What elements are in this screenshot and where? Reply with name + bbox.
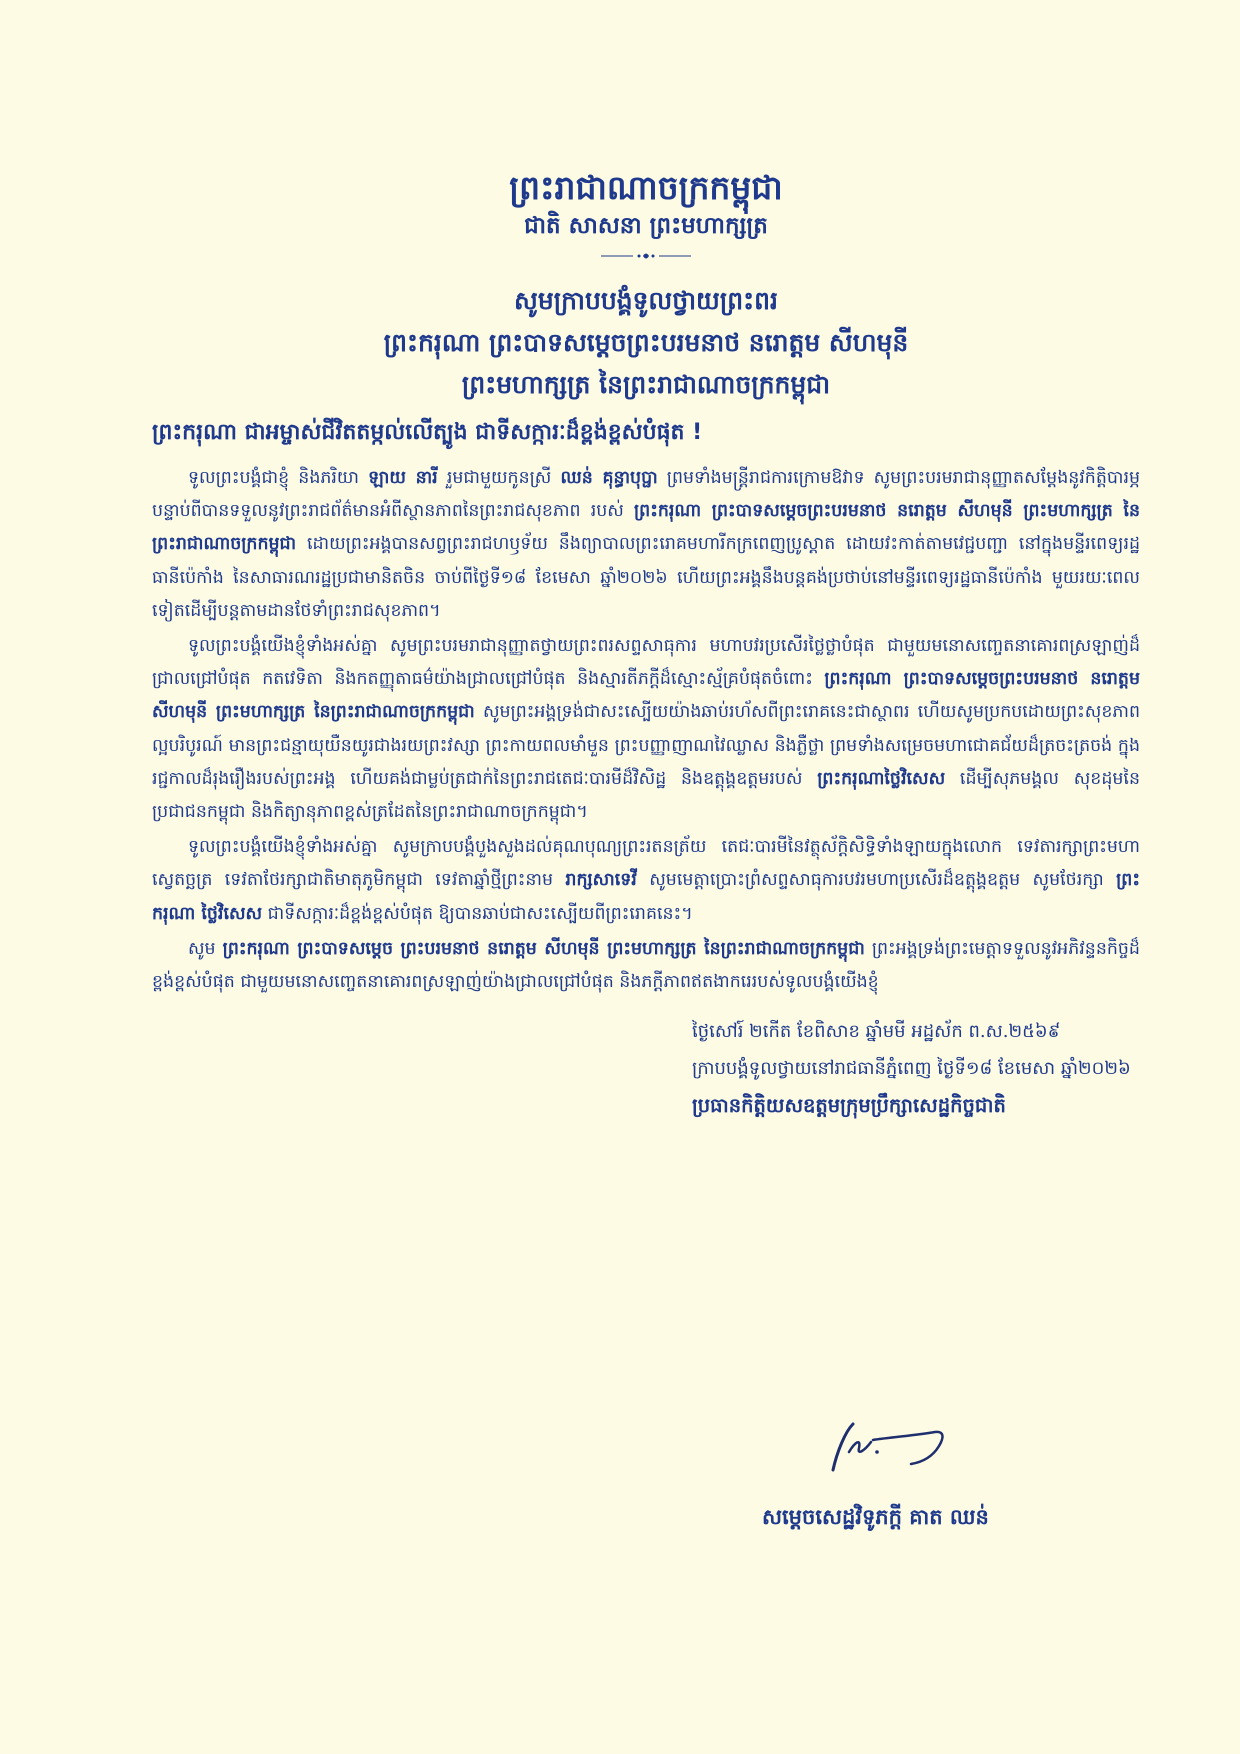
text-run: សូម (188, 938, 223, 959)
letter-header (152, 168, 1140, 262)
letter-body (152, 462, 1140, 999)
kingdom-title: ព្រះរាជាណាចក្រកម្ពុជា (509, 168, 783, 207)
wife-name: ឡាយ នារី (368, 468, 438, 488)
signer-name: សម្តេចសេដ្ឋវិទូភក្តី គាត ឈន់ (762, 1505, 989, 1529)
solar-date: ក្រាបបង្គំទូលថ្វាយនៅរាជធានីភ្នំពេញ ថ្ងៃទី១៨ ខែមេសា ឆ្នាំ២០២៦ (692, 1058, 1131, 1080)
salutation: ព្រះករុណា ជាអម្ចាស់ជីវិតតម្កល់លើត្បូង ជាទីសក្ការៈដ៏ខ្ពង់ខ្ពស់បំផុត ! (152, 420, 703, 445)
ornament-divider-icon (571, 250, 721, 262)
handwritten-signature (815, 1412, 965, 1482)
text-run: រួមជាមួយកូនស្រី (437, 468, 561, 488)
text-run: ទូលព្រះបង្គំយើងខ្ញុំទាំងអស់គ្នា សូមក្រាបបង្គំបួងសួងដល់គុណបុណ្យព្រះរតនត្រ័យ តេជៈបារមីនៃវត្ថុស័ក្តិសិទ្ធិទាំងឡាយក្នុងលោក ទេវតារក្សាព្រះមហាស្វេតច្ឆត្រ ទេវតាថែរក្សាជាតិមាតុភូមិកម្ពុជា ទេវតាឆ្នាំថ្មីព្រះនាម (152, 837, 1140, 891)
text-run: ព្រមទាំងមន្ត្រីរាជការក្រោមឱវាទ សូមព្រះបរមរាជានុញ្ញាតសម្តែងនូវកិត្តិបារម្ភ បន្ទាប់ពីបានទទួលនូវព្រះរាជព័ត៌មានអំពីស្ថានភាពនៃព្រះរាជសុខភាព របស់ (152, 468, 1141, 522)
paragraph-2 (152, 630, 1140, 829)
majesty-bold: ព្រះករុណាថ្លៃវិសេស (817, 768, 946, 789)
text-run: ទូលព្រះបង្គំជាខ្ញុំ និងភរិយា (188, 468, 369, 488)
king-title-bold: ព្រះករុណា ព្រះបាទសម្តេចព្រះបរមនាថ នរោត្តម សីហមុនី ព្រះមហាក្សត្រ នៃព្រះរាជាណាចក្រកម្ពុជា (152, 669, 1140, 723)
new-year-deity-name: រាក្សសាទេវី (565, 870, 637, 891)
text-run: ទូលព្រះបង្គំយើងខ្ញុំទាំងអស់គ្នា សូមព្រះបរមរាជានុញ្ញាតថ្វាយព្រះពរសព្ទសាធុការ មហាបវរប្រសើរថ្លៃថ្លាបំផុត ជាមួយមនោសញ្ចេតនាគោរពស្រឡាញ់ដ៏ជ្រាលជ្រៅបំផុត កតវេទិតា និងកតញ្ញុតាធម៌យ៉ាងជ្រាលជ្រៅបំផុត និងស្មារតីភក្តីដ៏ស្មោះស្ម័គ្របំផុតចំពោះ (152, 636, 1140, 690)
daughter-name: ឈន់ គុន្ធាបុប្ផា (560, 468, 658, 488)
majesty-bold: ព្រះករុណា ថ្លៃវិសេស (152, 870, 1140, 924)
text-run: សូមមេត្តាប្រោះព្រំសព្ទសាធុការបវរមហាប្រសើរដ៏ឧត្តុង្គឧត្តម សូមថែរក្សា (636, 870, 1117, 891)
closing-block (152, 1013, 1140, 1124)
national-motto: ជាតិ សាសនា ព្រះមហាក្សត្រ (524, 213, 768, 239)
text-run: ព្រះអង្គទ្រង់ព្រះមេត្តាទទួលនូវអភិវន្ទនកិច្ចដ៏ខ្ពង់ខ្ពស់បំផុត ជាមួយមនោសញ្ចេតនាគោរពស្រឡាញ់យ៉ាងជ្រាលជ្រៅបំផុត និងភក្តីភាពឥតងាករេរបស់ទូលបង្គំយើងខ្ញុំ (152, 938, 1140, 993)
king-title-bold: ព្រះករុណា ព្រះបាទសម្តេចព្រះបរមនាថ នរោត្តម សីហមុនី ព្រះមហាក្សត្រ នៃព្រះរាជាណាចក្រកម្ពុជា (152, 501, 1140, 555)
text-run: សូមព្រះអង្គទ្រង់ជាសះស្បើយយ៉ាងឆាប់រហ័សពីព្រះរោគនេះជាស្ថាពរ ហើយសូមប្រកបដោយព្រះសុខភាពល្អបរិបូរណ៍ មានព្រះជន្មាយុយឺនយូរជាងរយព្រះវស្សា ព្រះកាយពលមាំមួន ព្រះបញ្ញាញាណវៃឈ្លាស និងភ្លឺថ្លា ព្រមទាំងសម្រេចមហាជោគជ័យដ៏ត្រចះត្រចង់ ក្នុងរជ្ជកាលដ៏រុងរឿងរបស់ព្រះអង្គ ហើយគង់ជាម្លប់ត្រជាក់នៃព្រះរាជតេជៈបារមីដ៏វិសិដ្ឋ និងឧត្តុង្គឧត្តមរបស់ (152, 702, 1140, 789)
sender-title: ប្រធានកិត្តិយសឧត្តមក្រុមប្រឹក្សាសេដ្ឋកិច្ចជាតិ (692, 1094, 1006, 1118)
royal-address (152, 280, 1140, 406)
address-line-2: ព្រះករុណា ព្រះបាទសម្តេចព្រះបរមនាថ នរោត្តម សីហមុនី (383, 328, 909, 357)
paragraph-4 (152, 933, 1140, 999)
text-run: ដើម្បីសុភមង្គល សុខដុមនៃប្រជាជនកម្ពុជា និងកិត្យានុភាពខ្ពស់ត្រដែតនៃព្រះរាជាណាចក្រកម្ពុជា។ (152, 768, 1140, 823)
text-run: ជាទីសក្ការៈដ៏ខ្ពង់ខ្ពស់បំផុត ឱ្យបានឆាប់ជាសះស្បើយពីព្រះរោគនេះ។ (262, 903, 693, 924)
text-run: ដោយព្រះអង្គបានសព្វព្រះរាជហឫទ័យ នឹងព្យាបាលព្រះរោគមហារីកក្រពេញប្រូស្តាត ដោយវះកាត់តាមវេជ្ជបញ្ជា នៅក្នុងមន្ទីរពេទ្យរដ្ឋធានីប៉េកាំង នៃសាធារណរដ្ឋប្រជាមានិតចិន ចាប់ពីថ្ងៃទី១៨ ខែមេសា ឆ្នាំ២០២៦ ហើយព្រះអង្គនឹងបន្តគង់ប្រថាប់នៅមន្ទីរពេទ្យរដ្ឋធានីប៉េកាំង មួយរយៈពេលទៀតដើម្បីបន្តតាមដានថែទាំព្រះរាជសុខភាព។ (152, 534, 1140, 621)
paragraph-3 (152, 831, 1140, 931)
address-line-3: ព្រះមហាក្សត្រ នៃព្រះរាជាណាចក្រកម្ពុជា (461, 370, 831, 399)
paragraph-1 (152, 462, 1140, 628)
king-title-bold: ព្រះករុណា ព្រះបាទសម្តេច ព្រះបរមនាថ នរោត្តម សីហមុនី ព្រះមហាក្សត្រ នៃព្រះរាជាណាចក្រកម្ពុជា (222, 938, 865, 959)
address-line-1: សូមក្រាបបង្គំទូលថ្វាយព្រះពរ (514, 286, 778, 315)
lunar-date: ថ្ងៃសៅរ៍ ២កើត ខែពិសាខ ឆ្នាំមមី អដ្ឋស័ក ព.ស.២៥៦៩ (692, 1021, 1061, 1043)
